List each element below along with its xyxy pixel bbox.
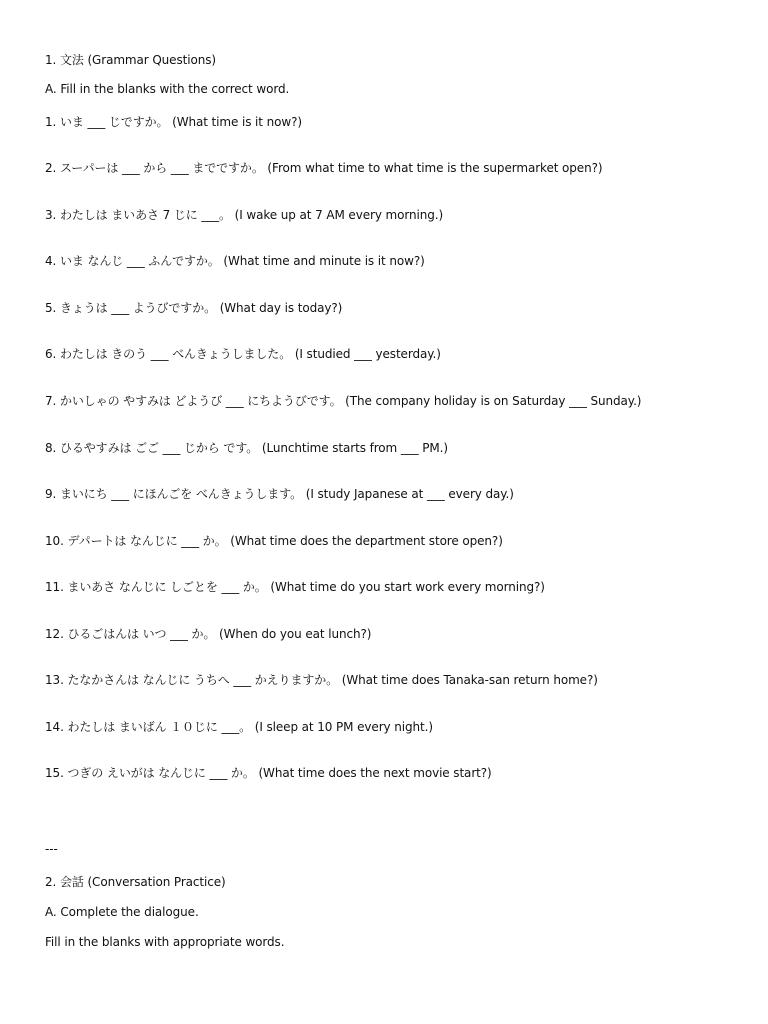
section2-heading: 2. 会話 (Conversation Practice) xyxy=(45,875,226,889)
question-2: 2. スーパーは ___ から ___ までですか。 (From what time to what time is the supermarket open?) xyxy=(45,161,603,175)
question-5: 5. きょうは ___ ようびですか。 (What day is today?) xyxy=(45,301,343,315)
question-14: 14. わたしは まいばん １０じに ___。 (I sleep at 10 PM every night.) xyxy=(45,720,433,734)
question-10: 10. デパートは なんじに ___ か。 (What time does the department store open?) xyxy=(45,534,503,548)
section2-note: Fill in the blanks with appropriate words. xyxy=(45,935,285,949)
question-12: 12. ひるごはんは いつ ___ か。 (When do you eat lunch?) xyxy=(45,627,372,641)
question-8: 8. ひるやすみは ごご ___ じから です。 (Lunchtime starts from ___ PM.) xyxy=(45,441,448,455)
question-11: 11. まいあさ なんじに しごとを ___ か。 (What time do you start work every morning?) xyxy=(45,580,545,594)
question-4: 4. いま なんじ ___ ふんですか。 (What time and minute is it now?) xyxy=(45,254,425,268)
section-divider: --- xyxy=(45,842,58,856)
question-6: 6. わたしは きのう ___ べんきょうしました。 (I studied ___ yesterday.) xyxy=(45,347,441,361)
section1-heading: 1. 文法 (Grammar Questions) xyxy=(45,53,216,67)
section2-instruction: A. Complete the dialogue. xyxy=(45,905,199,919)
question-9: 9. まいにち ___ にほんごを べんきょうします。 (I study Japanese at ___ every day.) xyxy=(45,487,514,501)
question-15: 15. つぎの えいがは なんじに ___ か。 (What time does the next movie start?) xyxy=(45,766,492,780)
question-7: 7. かいしゃの やすみは どようび ___ にちようびです。 (The company holiday is on Saturday ___ Sunday.) xyxy=(45,394,642,408)
question-1: 1. いま ___ じですか。 (What time is it now?) xyxy=(45,115,302,129)
question-3: 3. わたしは まいあさ 7 じに ___。 (I wake up at 7 AM every morning.) xyxy=(45,208,444,222)
question-13: 13. たなかさんは なんじに うちへ ___ かえりますか。 (What time does Tanaka-san return home?) xyxy=(45,673,598,687)
section1-instruction: A. Fill in the blanks with the correct word. xyxy=(45,82,290,96)
